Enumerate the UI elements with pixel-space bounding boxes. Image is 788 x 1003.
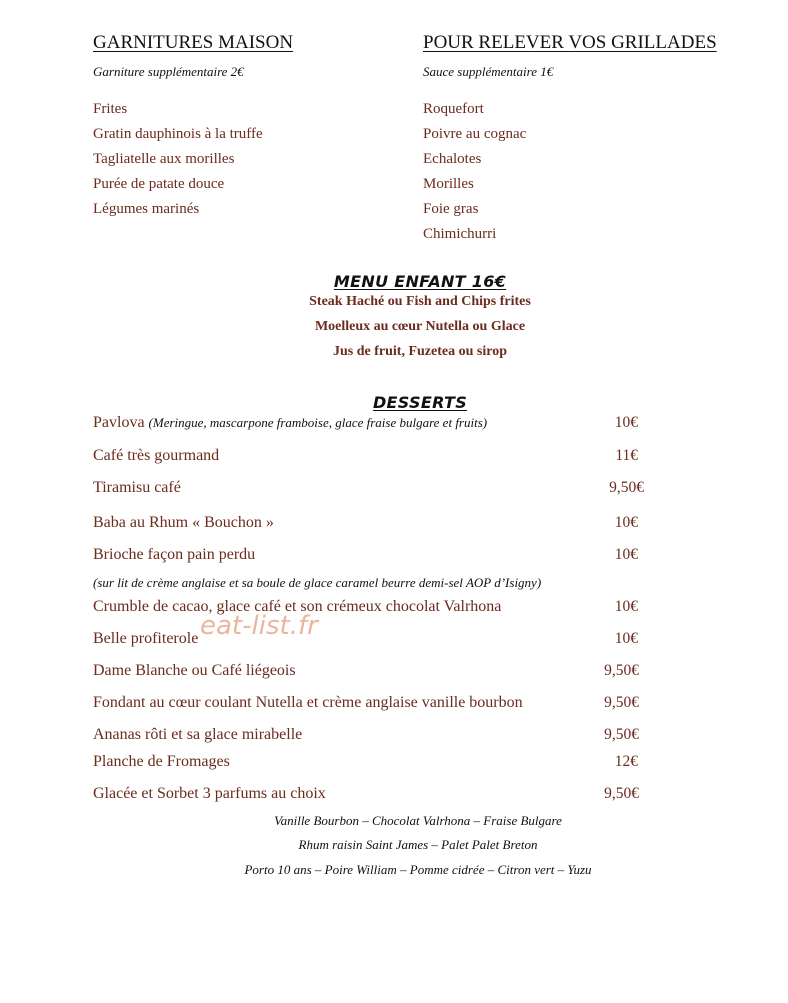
garnitures-title: GARNITURES MAISON bbox=[93, 32, 294, 53]
garniture-item: Légumes marinés bbox=[93, 201, 200, 217]
sauce-item: Morilles bbox=[423, 176, 474, 192]
glace-flavors-line: Rhum raisin Saint James – Palet Palet Breton bbox=[298, 837, 538, 852]
dessert-price: 9,50€ bbox=[609, 479, 644, 496]
dessert-name: Crumble de cacao, glace café et son crémeux chocolat Valrhona bbox=[93, 598, 502, 615]
garniture-item: Purée de patate douce bbox=[93, 176, 225, 192]
dessert-row bbox=[93, 414, 487, 432]
sauce-item: Chimichurri bbox=[423, 226, 497, 242]
sauce-item: Foie gras bbox=[423, 201, 479, 217]
dessert-name: Brioche façon pain perdu bbox=[93, 546, 256, 563]
dessert-price: 12€ bbox=[614, 753, 638, 770]
dessert-name: Fondant au cœur coulant Nutella et crème anglaise vanille bourbon bbox=[93, 694, 523, 711]
dessert-price: 9,50€ bbox=[604, 694, 639, 711]
dessert-name: Café très gourmand bbox=[93, 447, 220, 464]
glace-flavors-line: Porto 10 ans – Poire William – Pomme cidrée – Citron vert – Yuzu bbox=[244, 862, 592, 877]
dessert-name: Planche de Fromages bbox=[93, 753, 230, 770]
menu-enfant-title: MENU ENFANT 16€ bbox=[333, 272, 507, 291]
sauce-item: Echalotes bbox=[423, 151, 482, 167]
watermark-logo: eat-list.fr bbox=[200, 611, 318, 641]
dessert-note: (sur lit de crème anglaise et sa boule de glace caramel beurre demi-sel AOP d’Isigny) bbox=[93, 575, 542, 590]
dessert-name: Tiramisu café bbox=[93, 479, 181, 496]
dessert-note: (Meringue, mascarpone framboise, glace fraise bulgare et fruits) bbox=[148, 415, 488, 430]
sauces-title: POUR RELEVER VOS GRILLADES bbox=[423, 32, 717, 53]
dessert-name: Pavlova bbox=[93, 414, 145, 431]
dessert-price: 9,50€ bbox=[604, 785, 639, 802]
dessert-name: Ananas rôti et sa glace mirabelle bbox=[93, 726, 303, 743]
dessert-name: Baba au Rhum « Bouchon » bbox=[93, 514, 274, 531]
dessert-price: 9,50€ bbox=[604, 726, 639, 743]
dessert-price: 10€ bbox=[614, 514, 638, 531]
dessert-price: 10€ bbox=[614, 598, 638, 615]
dessert-name: Dame Blanche ou Café liégeois bbox=[93, 662, 296, 679]
garniture-item: Frites bbox=[93, 101, 128, 117]
menu-enfant-line: Jus de fruit, Fuzetea ou sirop bbox=[333, 344, 507, 359]
glace-flavors-line: Vanille Bourbon – Chocolat Valrhona – Fraise Bulgare bbox=[274, 813, 562, 828]
dessert-name: Belle profiterole bbox=[93, 630, 199, 647]
dessert-price: 10€ bbox=[614, 630, 638, 647]
dessert-price: 10€ bbox=[614, 546, 638, 563]
sauce-item: Poivre au cognac bbox=[423, 126, 527, 142]
desserts-title: DESSERTS bbox=[372, 393, 468, 412]
dessert-name: Glacée et Sorbet 3 parfums au choix bbox=[93, 785, 326, 802]
dessert-price: 9,50€ bbox=[604, 662, 639, 679]
menu-enfant-line: Steak Haché ou Fish and Chips frites bbox=[309, 294, 531, 309]
garnitures-subtitle: Garniture supplémentaire 2€ bbox=[93, 64, 244, 79]
garniture-item: Tagliatelle aux morilles bbox=[93, 151, 235, 167]
dessert-price: 11€ bbox=[615, 447, 638, 464]
menu-enfant-line: Moelleux au cœur Nutella ou Glace bbox=[314, 319, 526, 334]
sauce-item: Roquefort bbox=[423, 101, 484, 117]
dessert-price: 10€ bbox=[614, 414, 638, 431]
sauces-subtitle: Sauce supplémentaire 1€ bbox=[423, 64, 554, 79]
garniture-item: Gratin dauphinois à la truffe bbox=[93, 126, 263, 142]
